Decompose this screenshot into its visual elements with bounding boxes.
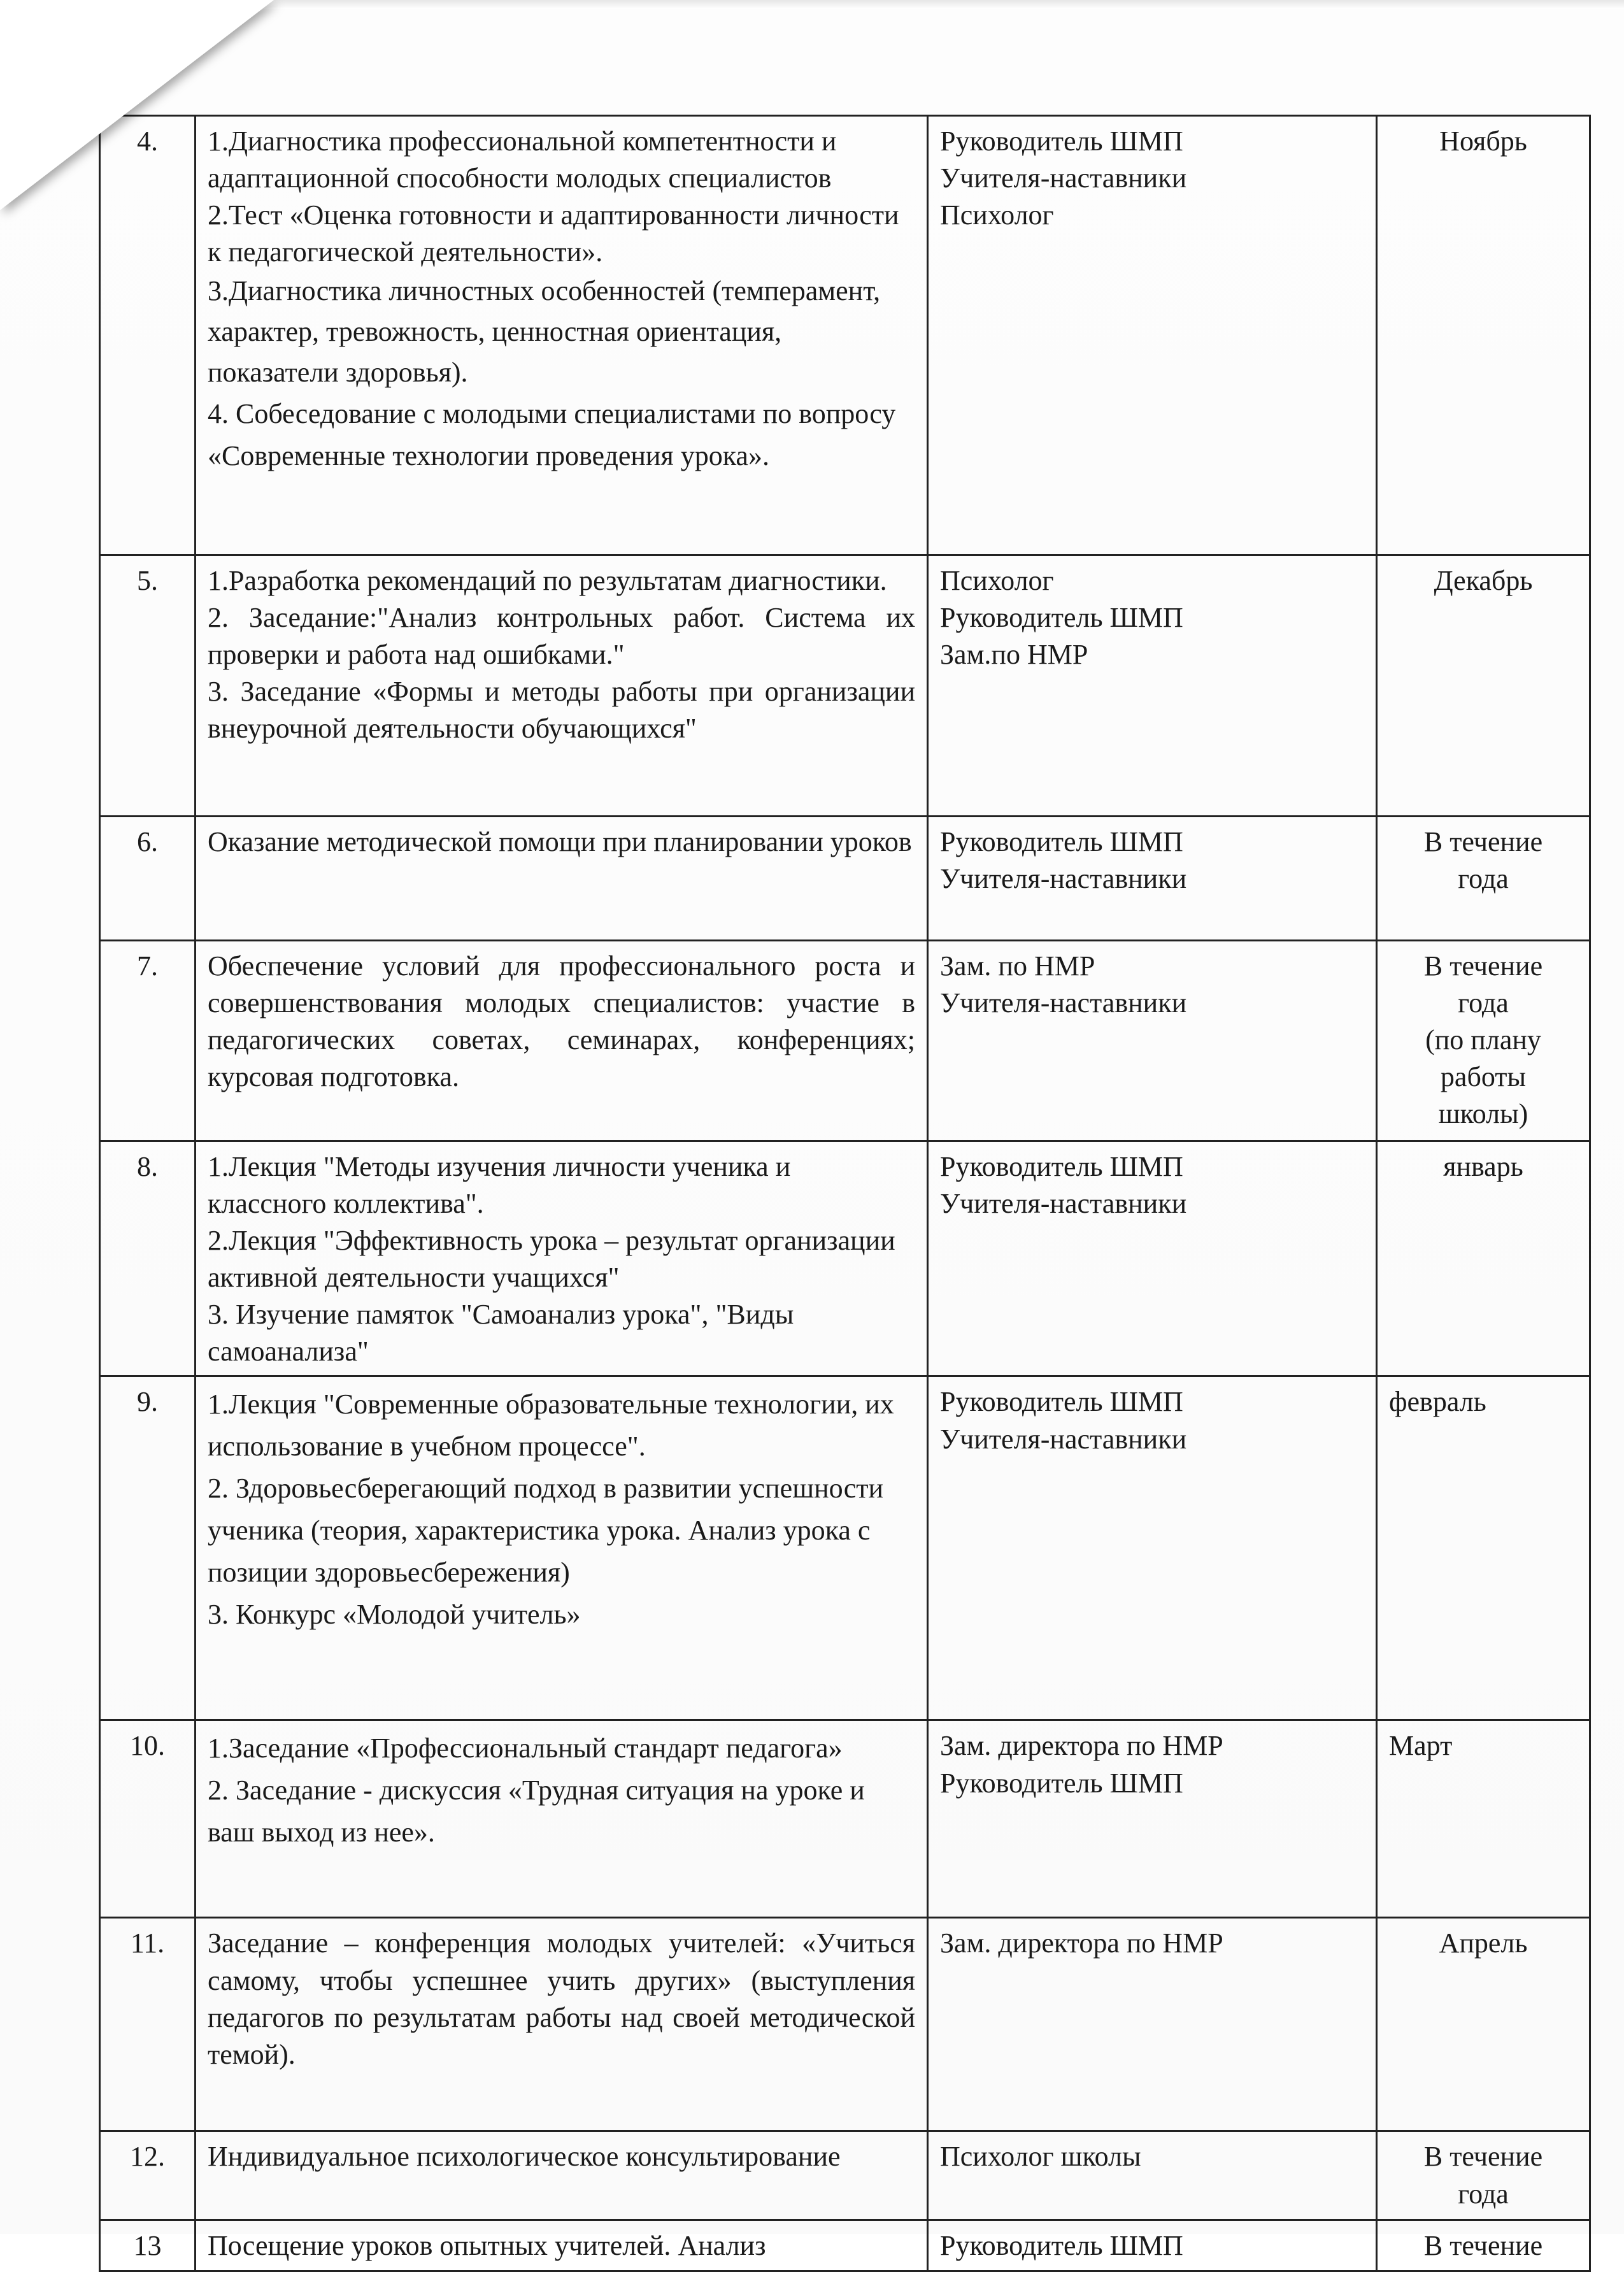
date-item: года [1458, 2178, 1509, 2210]
responsible-cell [928, 1918, 1377, 2131]
date-item: (по плану [1425, 1024, 1541, 1056]
responsible-item: Зам. директора по НМР [940, 1730, 1223, 1762]
table-row [100, 2131, 1590, 2220]
table-row [100, 2220, 1590, 2271]
plan-table [99, 115, 1591, 2272]
responsible-item: Руководитель ШМП [940, 602, 1183, 634]
date-item: Апрель [1439, 1927, 1528, 1959]
responsible-item: Учителя-наставники [940, 987, 1187, 1019]
responsible-item: Зам. по НМР [940, 950, 1095, 982]
task-item: 1.Диагностика профессиональной компетентности и адаптационной способности молодых специалистов [208, 125, 837, 194]
responsible-item: Зам.по НМР [940, 639, 1088, 671]
date-cell [1377, 2220, 1590, 2271]
task-item: 1.Лекция "Методы изучения личности ученика и классного коллектива". [208, 1151, 791, 1220]
date-cell [1377, 1376, 1590, 1720]
table-row [100, 1141, 1590, 1376]
task-item: 4. Собеседование с молодыми специалистами по вопросу «Современные технологии проведения урока». [208, 397, 896, 471]
task-item: 3. Конкурс «Молодой учитель» [208, 1599, 581, 1631]
responsible-item: Руководитель ШМП [940, 1767, 1183, 1799]
task-item: 1.Лекция "Современные образовательные технологии, их использование в учебном процессе". [208, 1389, 894, 1462]
responsible-item: Руководитель ШМП [940, 125, 1183, 157]
responsible-item: Учителя-наставники [940, 162, 1187, 194]
date-item: январь [1443, 1151, 1523, 1182]
task-item: 3. Заседание «Формы и методы работы при организации внеурочной деятельности обучающихся" [208, 676, 915, 745]
date-item: года [1458, 863, 1509, 895]
responsible-cell [928, 1141, 1377, 1376]
table-row [100, 817, 1590, 941]
task-cell [196, 116, 928, 555]
responsible-cell [928, 1376, 1377, 1720]
date-cell [1377, 116, 1590, 555]
date-item: работы [1440, 1061, 1527, 1093]
responsible-item: Психолог [940, 199, 1054, 231]
task-item: Обеспечение условий для профессионального роста и совершенствования молодых специалистов: участие в педагогических советах, семинарах, конференциях; курсовая подготовка. [208, 950, 915, 1093]
date-item: В течение [1423, 2230, 1543, 2262]
date-cell [1377, 817, 1590, 941]
date-item: года [1458, 987, 1509, 1019]
responsible-cell [928, 555, 1377, 817]
task-cell [196, 1720, 928, 1918]
task-item: 2.Тест «Оценка готовности и адаптированности личности к педагогической деятельности». [208, 199, 899, 268]
row-number: 9. [100, 1376, 196, 1720]
task-item: 3. Изучение памяток "Самоанализ урока", "Виды самоанализа" [208, 1299, 794, 1368]
responsible-item: Учителя-наставники [940, 1188, 1187, 1220]
date-item: В течение [1423, 826, 1543, 857]
task-cell [196, 2131, 928, 2220]
responsible-item: Руководитель ШМП [940, 1386, 1183, 1418]
row-number: 13 [100, 2220, 196, 2271]
task-item: 2. Здоровьесберегающий подход в развитии успешности ученика (теория, характеристика урока. Анализ урока с позиции здоровьесбережения) [208, 1473, 884, 1589]
responsible-item: Руководитель ШМП [940, 826, 1183, 857]
task-cell [196, 1141, 928, 1376]
responsible-item: Психолог [940, 565, 1054, 596]
table-row [100, 941, 1590, 1141]
task-item: 2.Лекция "Эффективность урока – результат организации активной деятельности учащихся" [208, 1225, 895, 1294]
task-cell [196, 941, 928, 1141]
responsible-cell [928, 941, 1377, 1141]
date-cell [1377, 1141, 1590, 1376]
table-row [100, 116, 1590, 555]
row-number: 11. [100, 1918, 196, 2131]
date-cell [1377, 2131, 1590, 2220]
task-item: Индивидуальное психологическое консультирование [208, 2141, 841, 2173]
responsible-item: Руководитель ШМП [940, 1151, 1183, 1182]
date-cell [1377, 941, 1590, 1141]
date-item: Декабрь [1434, 565, 1533, 596]
responsible-item: Руководитель ШМП [940, 2230, 1183, 2262]
row-number: 6. [100, 817, 196, 941]
responsible-item: Психолог школы [940, 2141, 1141, 2173]
date-cell [1377, 555, 1590, 817]
row-number: 10. [100, 1720, 196, 1918]
task-item: 1.Заседание «Профессиональный стандарт педагога» [208, 1733, 843, 1764]
responsible-cell [928, 2131, 1377, 2220]
date-item: Март [1389, 1730, 1453, 1762]
task-item: Заседание – конференция молодых учителей: «Учиться самому, чтобы успешнее учить других» (выступления педагогов по результатам работы над своей методической темой). [208, 1927, 915, 2070]
date-item: В течение [1423, 2141, 1543, 2173]
date-cell [1377, 1918, 1590, 2131]
row-number: 7. [100, 941, 196, 1141]
table-row [100, 1720, 1590, 1918]
scan-top-edge [242, 0, 1624, 9]
task-cell [196, 1376, 928, 1720]
task-item: 3.Диагностика личностных особенностей (темперамент, характер, тревожность, ценностная ориентация, показатели здоровья). [208, 275, 881, 388]
row-number: 8. [100, 1141, 196, 1376]
responsible-cell [928, 116, 1377, 555]
task-item: 1.Разработка рекомендаций по результатам диагностики. [208, 565, 887, 596]
responsible-cell [928, 817, 1377, 941]
row-number: 12. [100, 2131, 196, 2220]
date-item: февраль [1389, 1386, 1486, 1418]
folded-corner [0, 0, 274, 210]
date-item: В течение [1423, 950, 1543, 982]
row-number: 4. [100, 116, 196, 555]
task-cell [196, 1918, 928, 2131]
table-row [100, 1918, 1590, 2131]
row-number: 5. [100, 555, 196, 817]
table-row [100, 1376, 1590, 1720]
task-cell [196, 555, 928, 817]
responsible-item: Учителя-наставники [940, 863, 1187, 895]
task-item: Оказание методической помощи при планировании уроков [208, 826, 912, 857]
responsible-item: Учителя-наставники [940, 1423, 1187, 1455]
date-item: школы) [1438, 1098, 1528, 1130]
task-cell [196, 2220, 928, 2271]
responsible-cell [928, 1720, 1377, 1918]
responsible-item: Зам. директора по НМР [940, 1927, 1223, 1959]
task-cell [196, 817, 928, 941]
responsible-cell [928, 2220, 1377, 2271]
task-item: Посещение уроков опытных учителей. Анализ [208, 2230, 766, 2262]
date-cell [1377, 1720, 1590, 1918]
task-item: 2. Заседание:"Анализ контрольных работ. Система их проверки и работа над ошибками." [208, 602, 915, 671]
table-row [100, 555, 1590, 817]
date-item: Ноябрь [1439, 125, 1527, 157]
task-item: 2. Заседание - дискуссия «Трудная ситуация на уроке и ваш выход из нее». [208, 1775, 865, 1848]
